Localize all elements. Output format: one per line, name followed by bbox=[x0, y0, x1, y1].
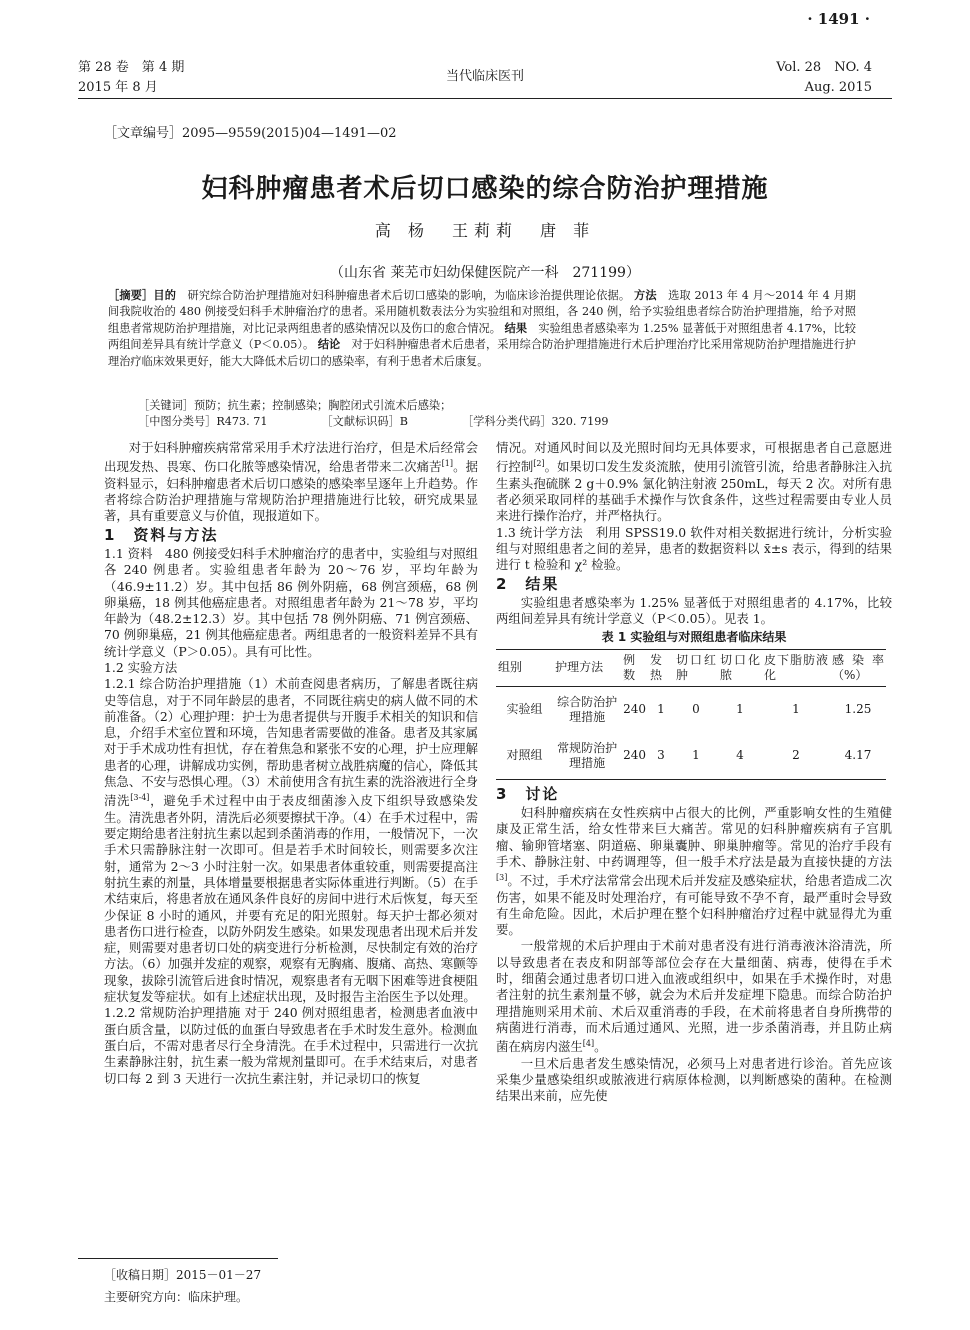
paragraph-1-2-2: 1.2.2 常规防治护理措施 对于 240 例对照组患者，检测患者血液中蛋白质含量，以防过低的血蛋白导致患者在手术时发生意外。检测血蛋白后，不需对患者尽行全身清洗。在手术过程中，只需进行一次抗生素静脉注射，抗生素一般为常规剂量即可。在手术结束后，对患者切口每 2 到 3 天进行一次抗生素注射，并记录切口的恢复 bbox=[104, 1005, 478, 1086]
p121-text: 1.2.1 综合防治护理措施（1）术前查阅患者病历，了解患者既往病史等信息，对于不同年龄层的患者，不同既往病史的病人做不同的术前准备。（2）心理护理：护士为患者提供与开腹手术相关的知识和信息，介绍手术室位置和环境，告知患者需要做的准备。患者及其家属对于手术成功性有担忧，存在着焦急和紧张不安的心理，护士应理解患者的心理，讲解成功实例，帮助患者树立战胜病魔的信心，降低其焦急、不安与恐惧心理。（3）术前使用含有抗生素的洗浴液进行全身清洗 bbox=[104, 676, 478, 809]
left-column bbox=[104, 440, 478, 1087]
table-title: 表 1 实验组与对照组患者临床结果 bbox=[601, 630, 787, 645]
disc-text: 妇科肿瘤疾病在女性疾病中占很大的比例，严重影响女性的生殖健康及正常生活，给女性带来巨大痛苦。常见的妇科肿瘤疾病有子宫肌瘤、输卵管堵塞、阴道癌、卵巢囊肿、卵巢肿瘤等。常见的治疗手段有手术、静脉注射、中药调理等，但一般手术疗法是最为直接快捷的方法 bbox=[496, 804, 892, 869]
method-label: 方法 bbox=[634, 289, 657, 302]
citation: [1] bbox=[441, 459, 453, 469]
date-en: Aug. 2015 bbox=[804, 80, 872, 95]
page-number: · 1491 · bbox=[807, 10, 870, 28]
th-suppuration: 切口化脓 bbox=[718, 649, 762, 686]
table-cell: 0 bbox=[692, 702, 700, 717]
paragraph-discussion-1 bbox=[496, 805, 892, 939]
result-label: 结果 bbox=[504, 321, 528, 335]
abstract-conclusion: 对于妇科肿瘤患者术后患者，采用综合防治护理措施进行术后护理治疗比采用常规防治护理措施进行护理治疗临床效果更好，能大大降低术后切口的感染率，有利于患者术后康复。 bbox=[108, 338, 856, 368]
intro-text: 对于妇科肿瘤疾病常常采用手术疗法进行治疗，但是术后经常会出现发热、畏寒、伤口化脓等感染情况，给患者带来二次痛苦 bbox=[104, 440, 478, 475]
volume-cn: 第 28 卷 第 4 期 bbox=[78, 60, 185, 75]
heading-1-2: 1.2 实验方法 bbox=[104, 659, 178, 675]
p121-text-2: ，避免手术过程中由于表皮细菌渗入皮下组织导致感染发生。清洗患者外阴，清洗后必须要擦拭干净。（4）在手术过程中，需要定期给患者注射抗生素以起到杀菌消毒的作用，一般情况下，一次手术只需静脉注射一次即可。但是若手术时间较长，则需要多次注射，通常为 2～3 小时注射一次。如果患者体重较重，则需要提高注射抗生素的剂量，具体增量要根据患者实际体重进行判断。（5）在手术结束后，将患者放在通风条件良好的房间中进行术后恢复，每天至少保证 8 小时的通风，并要有充足的阳光照射。每天护士都必须对患者伤口进行检查，以防外阴发生感染。如果发现患者出现术后并发症，则需要对患者切口处的病变进行分析检测，尽快制定有效的治疗方法。（6）加强并发症的观察，观察有无胸痛、腹痛、高热、寒颤等现象，拔除引流管后进食时情况，观察患者有无咽下困难等进食梗阻症状复发等症状。如有上述症状出现，及时报告主治医生予以处理。 bbox=[104, 793, 479, 1005]
paragraph-discussion-2 bbox=[496, 938, 892, 1055]
table-cell: 4 bbox=[718, 733, 762, 780]
th-redness: 切口红肿 bbox=[674, 649, 718, 686]
table-cell: 1 bbox=[657, 702, 665, 717]
citation: [2] bbox=[533, 459, 545, 469]
abstract-method: 选取 2013 年 4 月～2014 年 4 月期间我院收治的 480 例接受妇科手术肿瘤治疗的患者。采用随机数表法分为实验组和对照组，各 240 例，给予实验组患者综合防治护理措施，给予对照组患者常规防治护理措施，对比记录两组患者的感染情况以及伤口的愈合情况。 bbox=[108, 289, 856, 335]
table-cell: 综合防治护理措施 bbox=[557, 694, 618, 724]
abstract bbox=[108, 288, 856, 370]
citation: [3-4] bbox=[130, 793, 150, 803]
paragraph-1-2-1 bbox=[104, 676, 478, 1005]
disc2-text-2: 。 bbox=[594, 1039, 607, 1055]
journal-name: 当代临床医刊 bbox=[445, 69, 524, 84]
keywords: ［关键词］预防；抗生素；控制感染；胸腔闭式引流术后感染； bbox=[138, 399, 452, 412]
article-number: ［文章编号］2095—9559(2015)04—1491—02 bbox=[104, 126, 397, 141]
paragraph-1-3: 1.3 统计学方法 利用 SPSS19.0 软件对相关数据进行统计，分析实验组与对照组患者之间的差异，患者的数据资料以 x̄±s 表示，得到的结果进行 t 检验和 χ² 检验。 bbox=[496, 524, 892, 573]
table-cell: 1 bbox=[674, 733, 718, 780]
table-cell: 3 bbox=[648, 733, 674, 780]
table-cell: 240 bbox=[621, 733, 648, 780]
table-cell: 1 bbox=[736, 702, 744, 717]
th-fever: 发热 bbox=[648, 649, 674, 686]
table-cell: 4.17 bbox=[830, 733, 886, 780]
paragraph-continued bbox=[496, 440, 892, 525]
paragraph-discussion-3: 一旦术后患者发生感染情况，必须马上对患者进行诊治。首先应该采集少量感染组织或脓液进行病原体检测，以判断感染的菌种。在检测结果出来前，应先使 bbox=[496, 1055, 892, 1104]
cont-text-2: 。如果切口发生发炎流脓，使用引流管引流，给患者静脉注入抗生素头孢硫脒 2 g＋0.9% 氯化钠注射液 250mL，每天 2 次。对所有患者必须采取同样的基础手术操作与饮食条件，这些过程需要由专业人员来进行操作治疗，并严格执行。 bbox=[496, 459, 893, 524]
article-title: 妇科肿瘤患者术后切口感染的综合防治护理措施 bbox=[201, 174, 769, 204]
conclusion-label: 结论 bbox=[317, 338, 341, 352]
table-cell: 240 bbox=[623, 702, 646, 717]
th-group: 组别 bbox=[496, 649, 553, 686]
date-cn: 2015 年 8 月 bbox=[78, 80, 158, 95]
clc-number: ［中图分类号］R473. 71 bbox=[138, 415, 268, 428]
table-cell: 实验组 bbox=[506, 702, 543, 717]
affiliation: （山东省 莱芜市妇幼保健医院产一科 271199） bbox=[330, 265, 640, 281]
table-cell: 对照组 bbox=[496, 733, 553, 780]
th-infection-rate: 感染率（%） bbox=[830, 649, 886, 686]
section-heading-1: 1 资料与方法 bbox=[104, 525, 219, 544]
table-cell: 1.25 bbox=[844, 702, 872, 717]
disc-text-2: 。不过，手术疗法常常会出现术后并发症及感染症状，给患者造成二次伤害，如果不能及时处理治疗，有可能导致不孕不育，最严重时会导致有生命危险。因此，术后护理在整个妇科肿瘤治疗过程中就显得尤为重要。 bbox=[496, 873, 892, 938]
abstract-objective: 研究综合防治护理措施对妇科肿瘤患者术后切口感染的影响，为临床诊治提供理论依据。 bbox=[176, 289, 631, 302]
th-fat-liquefaction: 皮下脂肪液化 bbox=[762, 649, 830, 686]
header-rule bbox=[78, 98, 892, 99]
volume-en: Vol. 28 NO. 4 bbox=[776, 60, 872, 75]
author-note: 主要研究方向：临床护理。 bbox=[104, 1290, 249, 1304]
disc2-text: 一般常规的术后护理由于术前对患者没有进行消毒液沐浴清洗，所以导致患者在表皮和阴部等部位会存在大量细菌、病毒，使得在手术时，细菌会通过患者切口进入血液或组织中，如果在手术操作时，对患者注射的抗生素剂量不够，就会为术后并发症埋下隐患。而综合防治护理措施则采用术前、术后双重消毒的手段，在术前将患者自身所携带的病菌进行消毒，而术后通过通风、光照，进一步杀菌消毒，并且防止病菌在病房内滋生 bbox=[496, 938, 892, 1055]
table-cell: 常规防治护理措施 bbox=[553, 733, 621, 780]
intro-text-2: 。据资料显示，妇科肿瘤患者术后切口感染的感染率呈逐年上升趋势。作者将综合防治护理措施与常规防治护理措施进行比较，研究成果显著，具有重要意义与价值，现报道如下。 bbox=[104, 459, 479, 524]
table-row bbox=[496, 686, 886, 733]
authors: 高 杨 王莉莉 唐 菲 bbox=[374, 221, 596, 240]
document-code: ［文献标识码］B bbox=[321, 415, 408, 428]
table-cell: 2 bbox=[762, 733, 830, 780]
abstract-label: ［摘要］目的 bbox=[108, 289, 177, 302]
subject-code: ［学科分类代码］320. 7199 bbox=[462, 415, 609, 428]
citation: [4] bbox=[582, 1039, 595, 1049]
intro-paragraph bbox=[104, 440, 478, 525]
citation: [3] bbox=[496, 873, 508, 883]
classification bbox=[138, 414, 858, 430]
footnote-rule bbox=[78, 1258, 278, 1259]
section-heading-2: 2 结果 bbox=[496, 574, 560, 593]
th-method: 护理方法 bbox=[553, 649, 621, 686]
table-row bbox=[496, 733, 886, 780]
cont-text: 情况。对通风时间以及光照时间均无具体要求，可根据患者自己意愿进行控制 bbox=[496, 440, 892, 475]
section-heading-3: 3 讨论 bbox=[496, 784, 560, 803]
th-count: 例数 bbox=[621, 649, 648, 686]
abstract-result: 实验组患者感染率为 1.25% 显著低于对照组患者 4.17%，比较两组间差异具有统计学意义（P＜0.05）。 bbox=[108, 321, 856, 352]
table-header-row bbox=[496, 649, 886, 686]
paragraph-results: 实验组患者感染率为 1.25% 显著低于对照组患者的 4.17%，比较两组间差异具有统计学意义（P＜0.05）。见表 1。 bbox=[496, 594, 892, 627]
right-column bbox=[496, 440, 892, 1105]
results-table bbox=[496, 649, 886, 780]
header-right bbox=[776, 58, 872, 98]
received-date: ［收稿日期］2015－01－27 bbox=[104, 1268, 262, 1282]
paragraph-1-1: 1.1 资料 480 例接受妇科手术肿瘤治疗的患者中，实验组与对照组各 240 例患者。实验组患者年龄为 20～76 岁，平均年龄为（46.9±11.2）岁。其中包括 86 例外阴癌，68 例宫颈癌，68 例卵巢癌，18 例其他癌症患者。对照组患者年龄为 21～78 岁，平均年龄为（48.2±12.3）岁。其中包括 78 例外阴癌、71 例宫颈癌、70 例卵巢癌，21 例其他癌症患者。两组患者的一般资料差异不具有统计学意义（P＞0.05）。具有可比性。 bbox=[104, 545, 478, 659]
table-cell: 1 bbox=[792, 702, 800, 717]
